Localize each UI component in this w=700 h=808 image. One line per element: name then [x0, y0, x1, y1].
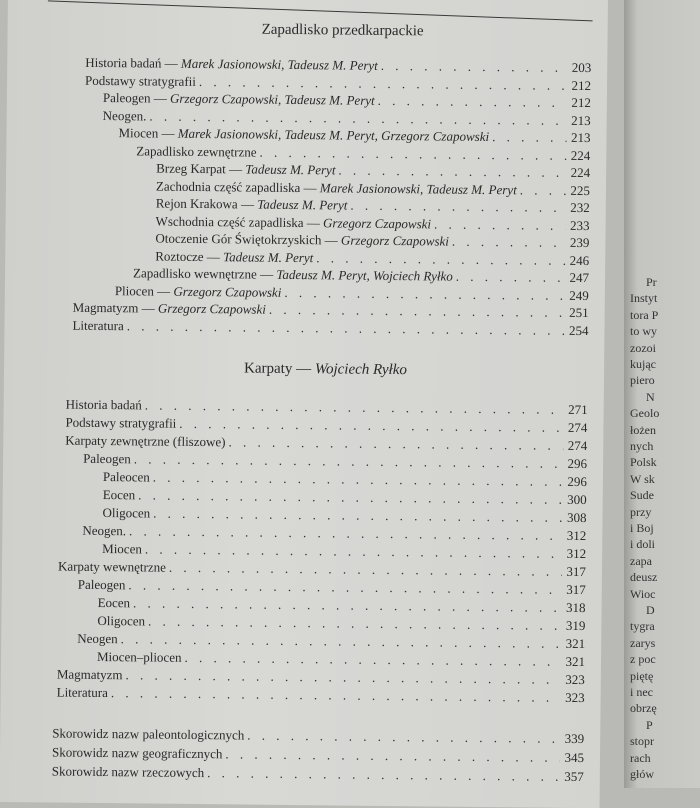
right-page-fragment: Pr — [646, 275, 657, 289]
toc-entry — [52, 764, 584, 786]
toc-entry-label: Podstawy stratygrafii — [85, 72, 197, 89]
toc-entry-label: Historia badań — [65, 396, 142, 413]
right-page-fragment: stopr — [630, 734, 654, 749]
toc-entry-page: 239 — [569, 234, 590, 251]
dot-leader — [199, 74, 567, 94]
toc-entry-label: Miocen — Marek Jasionowski, Tadeusz M. Peryt, Grzegorz Czapowski — [118, 125, 490, 145]
toc-entry-author: Marek Jasionowski, Tadeusz M. Peryt, Grzegorz Czapowski — [177, 125, 490, 145]
toc-entry-author: Grzegorz Czapowski, Tadeusz M. Peryt — [169, 90, 375, 108]
toc-entry-page: 321 — [565, 635, 586, 652]
right-page-fragment: i doli — [630, 537, 656, 552]
toc-entry-label: Roztocze — Tadeusz M. Peryt — [155, 248, 314, 265]
section-title-karpaty: Karpaty — Wojciech Ryłko — [243, 360, 408, 379]
toc-entry-label: Zapadlisko wewnętrzne — Tadeusz M. Peryt, Wojciech Ryłko — [132, 265, 453, 284]
right-page-fragment: głów — [630, 767, 654, 781]
dot-leader — [228, 434, 563, 454]
right-page-fragment: rach — [630, 750, 651, 765]
toc-entry-label: Literatura — [72, 317, 124, 333]
dot-leader — [247, 728, 560, 747]
dot-leader — [153, 470, 563, 490]
toc-entry-page: 317 — [566, 581, 586, 598]
dot-leader — [520, 182, 566, 198]
toc-entry-label: Paleogen — [83, 450, 131, 467]
right-page-fragment: i Boj — [630, 521, 654, 535]
right-page-fragment: P — [646, 717, 653, 732]
toc-entry-label: Literatura — [56, 684, 108, 701]
toc-entry-page: 345 — [564, 749, 585, 766]
dot-leader — [145, 397, 564, 417]
toc-entry-page: 312 — [566, 545, 587, 562]
toc-entry-page: 274 — [567, 419, 588, 436]
toc-entry-label: Brzeg Karpat — Tadeusz M. Peryt — [156, 160, 336, 178]
dot-leader — [145, 541, 562, 561]
right-page-fragment: deusz — [630, 570, 658, 585]
toc-entry-label: Oligocen — [102, 505, 151, 521]
toc-entry-label: Paleogen — [77, 576, 126, 593]
dot-leader — [434, 216, 566, 233]
dot-leader — [129, 523, 562, 544]
dot-leader — [338, 162, 566, 180]
toc-entry-author: Tadeusz M. Peryt — [257, 196, 348, 213]
toc-entry-label: Wschodnia część zapadliska — Grzegorz Czapowski — [155, 213, 432, 231]
right-page-fragment: piero — [630, 373, 655, 388]
right-page-fragment: kując — [630, 357, 656, 371]
toc-entry-page: 224 — [570, 164, 591, 181]
toc-entry-label: Miocen–pliocen — [96, 648, 182, 665]
dot-leader — [225, 746, 560, 766]
toc-entry-page: 317 — [566, 563, 587, 580]
toc-entry-label: Neogen. — [82, 522, 127, 539]
right-page-fragment: tygra — [630, 619, 655, 634]
dot-leader — [456, 269, 565, 286]
toc-entry-page: 323 — [565, 671, 585, 688]
right-page-fragment: nych — [630, 439, 654, 453]
toc-entry-label: Skorowidz nazw rzeczowych — [51, 763, 205, 781]
right-page-fragment: D — [646, 603, 655, 617]
right-page-fragment: tora P — [630, 307, 659, 322]
dot-leader — [134, 451, 563, 471]
right-page-fragment: Sude — [630, 488, 654, 503]
dot-leader — [121, 631, 562, 652]
section-title-zapadlisko: Zapadlisko przedkarpackie — [261, 21, 424, 40]
right-page-fragment: zozoi — [630, 340, 656, 355]
toc-entry-page: 251 — [569, 304, 589, 321]
toc-entry-author: Grzegorz Czapowski — [173, 283, 282, 300]
toc-entry-page: 225 — [570, 182, 591, 198]
dot-leader — [316, 250, 565, 269]
toc-entry-label: Karpaty wewnętrzne — [57, 558, 166, 575]
toc-entry-page: 318 — [566, 599, 586, 616]
toc-entry-label: Pliocen — Grzegorz Czapowski — [114, 282, 282, 300]
toc-entry-author: Tadeusz M. Peryt, Wojciech Ryłko — [276, 266, 453, 284]
toc-entry-label: Karpaty zewnętrzne (fliszowe) — [65, 432, 226, 450]
toc-entry-label: Paleocen — [102, 469, 150, 485]
dot-leader — [350, 198, 566, 216]
toc-entry-page: 247 — [569, 269, 590, 286]
right-page-fragment: Instyt — [630, 291, 658, 306]
right-page-fragment: i nec — [630, 685, 653, 699]
right-page-fragment: N — [646, 389, 655, 404]
toc-entry — [57, 685, 585, 707]
toc-entry-page: 319 — [565, 617, 586, 634]
toc-entry-author: Marek Jasionowski, Tadeusz M. Peryt — [319, 179, 517, 197]
right-page-fragment: Polsk — [630, 455, 657, 470]
toc-entry-page: 296 — [567, 455, 588, 472]
dot-leader — [381, 58, 568, 76]
dot-leader — [127, 318, 565, 339]
dot-leader — [138, 487, 563, 507]
dot-leader — [378, 93, 567, 111]
toc-entry — [52, 726, 584, 748]
toc-entry-label: Magmatyzm — Grzegorz Czapowski — [72, 299, 266, 317]
toc-entry-label: Skorowidz nazw geograficznych — [51, 744, 223, 762]
right-page-fragment: zarys — [630, 635, 656, 650]
toc-entry-page: 274 — [567, 437, 588, 454]
dot-leader — [269, 302, 565, 321]
adjacent-page — [624, 0, 700, 788]
toc-entry-label: Miocen — [102, 541, 142, 557]
toc-entry-page: 296 — [567, 473, 587, 490]
toc-entry-label: Eocen — [97, 594, 131, 611]
toc-entry-page: 232 — [570, 199, 590, 216]
toc-entry-label: Podstawy stratygrafii — [65, 414, 177, 431]
header-rule — [48, 0, 593, 21]
toc-entry-label: Skorowidz nazw paleontologicznych — [52, 725, 245, 743]
toc-entry-page: 254 — [568, 322, 589, 338]
toc-entry-page: 357 — [564, 768, 584, 785]
toc-entry-label: Rejon Krakowa — Tadeusz M. Peryt — [155, 195, 348, 213]
dot-leader — [179, 416, 563, 436]
dot-leader — [284, 284, 565, 303]
toc-entry-author: Grzegorz Czapowski — [323, 214, 432, 231]
toc-entry-label: Neogen. — [102, 107, 147, 123]
right-page-fragment: obrzę — [630, 701, 657, 716]
toc-entry-page: 323 — [565, 689, 585, 706]
toc-entry-author: Grzegorz Czapowski — [157, 300, 266, 317]
dot-leader — [184, 650, 561, 670]
toc-entry-page: 300 — [567, 491, 587, 508]
toc-entry-label: Magmatyzm — [56, 666, 123, 683]
toc-entry-page: 224 — [570, 147, 591, 163]
toc-entry-page: 233 — [570, 217, 590, 233]
dot-leader — [452, 234, 566, 251]
dot-leader — [148, 614, 561, 634]
right-page-fragment: przy — [630, 504, 652, 519]
toc-entry-page: 212 — [571, 94, 591, 111]
toc-entry — [52, 745, 584, 767]
toc-entry-page: 312 — [566, 527, 587, 544]
dot-leader — [133, 595, 562, 615]
right-page-fragment: W sk — [630, 471, 655, 486]
toc-entry-page: 271 — [568, 401, 588, 418]
dot-leader — [153, 506, 562, 526]
toc-entry-page: 339 — [564, 730, 585, 747]
dot-leader — [169, 560, 562, 580]
toc-entry-page: 246 — [569, 252, 590, 268]
toc-entry-label: Zapadlisko zewnętrzne — [136, 142, 257, 160]
toc-entry-label: Zachodnia część zapadliska — Marek Jasionowski, Tadeusz M. Peryt — [155, 178, 517, 197]
right-page-fragment: piętę — [630, 668, 654, 683]
toc-entry-label: Neogen — [77, 630, 118, 647]
toc-entry-label: Oligocen — [97, 612, 146, 629]
dot-leader — [125, 667, 560, 688]
right-page-fragment: zapa — [630, 553, 652, 568]
toc-entry-label: Historia badań — Marek Jasionowski, Tadeusz M. Peryt — [85, 54, 378, 73]
toc-entry-author: Tadeusz M. Peryt — [223, 248, 314, 265]
dot-leader — [492, 129, 567, 146]
dot-leader — [111, 685, 561, 706]
dot-leader — [128, 577, 561, 598]
toc-entry-page: 203 — [571, 59, 592, 76]
toc-entry-label: Eocen — [102, 487, 136, 503]
dot-leader — [207, 765, 560, 785]
toc-entry — [72, 317, 588, 338]
toc-entry-page: 213 — [570, 129, 591, 146]
toc-entry-page: 321 — [565, 653, 586, 670]
right-page-fragment: to wy — [630, 324, 657, 339]
right-page-fragment: Geolo — [630, 406, 660, 421]
toc-entry-author: Marek Jasionowski, Tadeusz M. Peryt — [180, 55, 378, 73]
toc-entry-page: 249 — [569, 287, 589, 303]
toc-entry-label: Otoczenie Gór Świętokrzyskich — Grzegorz Czapowski — [155, 230, 450, 249]
right-page-fragment: Wioc — [630, 586, 656, 601]
toc-entry-page: 308 — [566, 509, 587, 526]
right-page-fragment: z poc — [630, 652, 656, 667]
right-page-fragment: łożen — [630, 422, 656, 437]
toc-entry-page: 212 — [571, 77, 592, 93]
toc-entry-page: 213 — [571, 112, 591, 128]
toc-entry-author: Tadeusz M. Peryt — [245, 161, 336, 178]
toc-entry-label: Paleogen — Grzegorz Czapowski, Tadeusz M. Peryt — [102, 89, 375, 108]
dot-leader — [259, 144, 566, 163]
toc-entry-author: Grzegorz Czapowski — [340, 232, 450, 249]
